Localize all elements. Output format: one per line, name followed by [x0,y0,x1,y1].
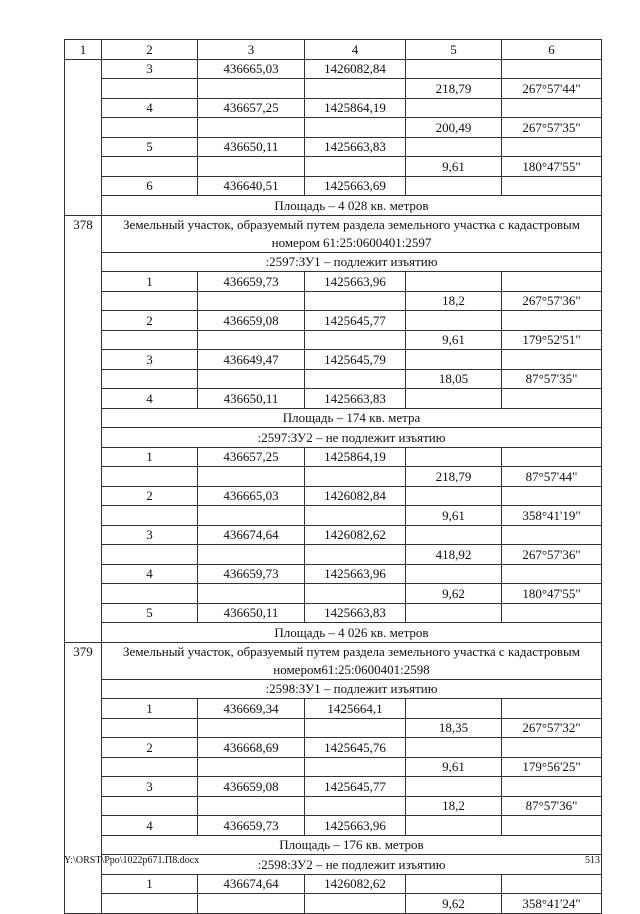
bearing-cell: 358°41'24" [502,894,602,914]
point-number-cell [102,157,198,177]
bearing-cell [502,486,602,506]
bearing-cell [502,699,602,719]
table-row [65,525,602,545]
parcel-label-cell: :2597:ЗУ1 – подлежит изъятию [102,252,602,272]
bearing-cell [502,525,602,545]
y-coordinate-cell: 1425864,19 [305,98,406,118]
point-number-cell [102,330,198,350]
table-row [65,428,602,448]
table-row [65,291,602,311]
x-coordinate-cell [198,118,305,138]
section-number-cell [65,59,102,215]
header-cell: 6 [502,40,602,60]
table-row [65,796,602,816]
table-row [65,330,602,350]
x-coordinate-cell: 436657,25 [198,98,305,118]
footer-page-number: 513 [585,855,600,866]
x-coordinate-cell: 436640,51 [198,176,305,196]
y-coordinate-cell: 1425663,83 [305,137,406,157]
y-coordinate-cell [305,79,406,99]
x-coordinate-cell: 436649,47 [198,350,305,370]
parcel-label-cell: :2598:ЗУ1 – подлежит изъятию [102,679,602,699]
point-number-cell: 2 [102,738,198,758]
header-cell: 3 [198,40,305,60]
bearing-cell: 267°57'32" [502,718,602,738]
table-row [65,738,602,758]
table-row [65,506,602,526]
table-row [65,176,602,196]
x-coordinate-cell: 436669,34 [198,699,305,719]
point-number-cell [102,506,198,526]
table-row [65,59,602,79]
table-row [65,584,602,604]
x-coordinate-cell: 436650,11 [198,603,305,623]
y-coordinate-cell [305,330,406,350]
x-coordinate-cell [198,584,305,604]
x-coordinate-cell [198,330,305,350]
length-cell [406,59,502,79]
bearing-cell [502,350,602,370]
length-cell: 18,35 [406,718,502,738]
x-coordinate-cell: 436650,11 [198,389,305,409]
bearing-cell: 179°52'51" [502,330,602,350]
x-coordinate-cell: 436674,64 [198,874,305,894]
y-coordinate-cell: 1425645,77 [305,311,406,331]
y-coordinate-cell: 1425663,69 [305,176,406,196]
point-number-cell: 4 [102,564,198,584]
y-coordinate-cell [305,894,406,914]
table-row [65,79,602,99]
length-cell: 9,62 [406,894,502,914]
y-coordinate-cell: 1425664,1 [305,699,406,719]
point-number-cell: 1 [102,447,198,467]
table-row [65,408,602,428]
table-row [65,623,602,643]
table-row [65,389,602,409]
x-coordinate-cell [198,79,305,99]
y-coordinate-cell [305,369,406,389]
table-row [65,369,602,389]
table-row [65,447,602,467]
point-number-cell: 6 [102,176,198,196]
header-cell: 1 [65,40,102,60]
y-coordinate-cell [305,545,406,565]
point-number-cell: 3 [102,525,198,545]
x-coordinate-cell [198,757,305,777]
length-cell [406,738,502,758]
bearing-cell: 87°57'36" [502,796,602,816]
point-number-cell: 3 [102,350,198,370]
area-cell: Площадь – 174 кв. метра [102,408,602,428]
table-row [65,350,602,370]
point-number-cell: 1 [102,874,198,894]
length-cell: 9,61 [406,157,502,177]
bearing-cell [502,389,602,409]
x-coordinate-cell: 436674,64 [198,525,305,545]
bearing-cell [502,59,602,79]
point-number-cell [102,545,198,565]
y-coordinate-cell: 1425663,96 [305,816,406,836]
point-number-cell [102,894,198,914]
table-row [65,137,602,157]
x-coordinate-cell [198,369,305,389]
section-description-cell: Земельный участок, образуемый путем раздела земельного участка с кадастровым номером61:25:0600401:2598 [102,642,602,679]
y-coordinate-cell [305,506,406,526]
length-cell: 418,92 [406,545,502,565]
length-cell: 18,2 [406,796,502,816]
table-body [65,40,602,914]
y-coordinate-cell: 1425663,96 [305,272,406,292]
bearing-cell: 267°57'36" [502,545,602,565]
y-coordinate-cell: 1425663,96 [305,564,406,584]
header-cell: 5 [406,40,502,60]
y-coordinate-cell [305,291,406,311]
y-coordinate-cell: 1425645,79 [305,350,406,370]
x-coordinate-cell: 436659,08 [198,311,305,331]
y-coordinate-cell [305,118,406,138]
x-coordinate-cell [198,718,305,738]
bearing-cell [502,738,602,758]
table-row [65,215,602,252]
bearing-cell: 180°47'55" [502,584,602,604]
y-coordinate-cell [305,796,406,816]
table-row [65,252,602,272]
x-coordinate-cell: 436668,69 [198,738,305,758]
table-row [65,196,602,216]
y-coordinate-cell: 1426082,62 [305,525,406,545]
point-number-cell: 1 [102,699,198,719]
point-number-cell: 5 [102,137,198,157]
area-cell: Площадь – 4 026 кв. метров [102,623,602,643]
table-row [65,718,602,738]
length-cell [406,98,502,118]
x-coordinate-cell [198,506,305,526]
table-row [65,272,602,292]
x-coordinate-cell: 436659,08 [198,777,305,797]
table-row [65,894,602,914]
table-row [65,545,602,565]
point-number-cell [102,584,198,604]
point-number-cell [102,369,198,389]
table-row [65,835,602,855]
point-number-cell [102,467,198,487]
y-coordinate-cell: 1425864,19 [305,447,406,467]
length-cell: 9,61 [406,506,502,526]
length-cell [406,272,502,292]
length-cell: 9,62 [406,584,502,604]
length-cell [406,777,502,797]
length-cell [406,486,502,506]
length-cell [406,525,502,545]
y-coordinate-cell [305,584,406,604]
length-cell: 9,61 [406,757,502,777]
point-number-cell [102,79,198,99]
section-number-cell: 378 [65,215,102,642]
header-row [65,40,602,60]
y-coordinate-cell [305,718,406,738]
table-row [65,757,602,777]
x-coordinate-cell: 436657,25 [198,447,305,467]
point-number-cell: 1 [102,272,198,292]
y-coordinate-cell: 1425663,83 [305,603,406,623]
length-cell [406,564,502,584]
bearing-cell: 267°57'44" [502,79,602,99]
table-row [65,467,602,487]
bearing-cell [502,272,602,292]
bearing-cell [502,311,602,331]
y-coordinate-cell [305,467,406,487]
point-number-cell: 5 [102,603,198,623]
bearing-cell: 267°57'36" [502,291,602,311]
length-cell [406,603,502,623]
x-coordinate-cell: 436650,11 [198,137,305,157]
bearing-cell [502,603,602,623]
table-row [65,157,602,177]
length-cell [406,816,502,836]
bearing-cell: 87°57'35" [502,369,602,389]
length-cell [406,874,502,894]
x-coordinate-cell [198,157,305,177]
y-coordinate-cell: 1425645,77 [305,777,406,797]
bearing-cell [502,874,602,894]
point-number-cell: 2 [102,311,198,331]
length-cell [406,699,502,719]
bearing-cell [502,816,602,836]
point-number-cell: 3 [102,59,198,79]
length-cell [406,447,502,467]
table-row [65,118,602,138]
point-number-cell: 2 [102,486,198,506]
table-row [65,679,602,699]
point-number-cell [102,718,198,738]
x-coordinate-cell [198,467,305,487]
section-number-cell: 379 [65,642,102,913]
x-coordinate-cell [198,894,305,914]
length-cell [406,389,502,409]
section-description-cell: Земельный участок, образуемый путем раздела земельного участка с кадастровым номером 61:25:0600401:2597 [102,215,602,252]
x-coordinate-cell: 436665,03 [198,486,305,506]
bearing-cell: 267°57'35" [502,118,602,138]
area-cell: Площадь – 4 028 кв. метров [102,196,602,216]
length-cell: 218,79 [406,79,502,99]
y-coordinate-cell [305,757,406,777]
point-number-cell: 4 [102,98,198,118]
table-row [65,699,602,719]
y-coordinate-cell: 1425663,83 [305,389,406,409]
table-row [65,564,602,584]
bearing-cell [502,176,602,196]
length-cell: 18,05 [406,369,502,389]
point-number-cell [102,118,198,138]
point-number-cell [102,291,198,311]
bearing-cell: 87°57'44" [502,467,602,487]
table-row [65,642,602,679]
x-coordinate-cell [198,545,305,565]
y-coordinate-cell: 1426082,62 [305,874,406,894]
x-coordinate-cell: 436659,73 [198,816,305,836]
point-number-cell: 3 [102,777,198,797]
bearing-cell [502,447,602,467]
footer-file-path: Y:\ORST\Ppo\1022p671.П8.docx [64,855,200,866]
x-coordinate-cell [198,291,305,311]
x-coordinate-cell: 436659,73 [198,564,305,584]
bearing-cell [502,777,602,797]
x-coordinate-cell [198,796,305,816]
bearing-cell [502,564,602,584]
bearing-cell [502,98,602,118]
length-cell: 9,61 [406,330,502,350]
table-row [65,777,602,797]
table-row [65,311,602,331]
length-cell: 18,2 [406,291,502,311]
point-number-cell: 4 [102,816,198,836]
length-cell [406,311,502,331]
table-row [65,98,602,118]
coordinates-table [64,39,602,914]
length-cell [406,137,502,157]
x-coordinate-cell: 436659,73 [198,272,305,292]
parcel-label-cell: :2597:ЗУ2 – не подлежит изъятию [102,428,602,448]
point-number-cell [102,757,198,777]
length-cell [406,176,502,196]
bearing-cell: 180°47'55" [502,157,602,177]
parcel-label-cell: :2598:ЗУ2 – не подлежит изъятию [102,855,602,875]
bearing-cell: 179°56'25" [502,757,602,777]
point-number-cell [102,796,198,816]
bearing-cell [502,137,602,157]
header-cell: 4 [305,40,406,60]
table-row [65,603,602,623]
length-cell: 218,79 [406,467,502,487]
y-coordinate-cell: 1426082,84 [305,486,406,506]
y-coordinate-cell: 1425645,76 [305,738,406,758]
table-row [65,816,602,836]
length-cell [406,350,502,370]
area-cell: Площадь – 176 кв. метров [102,835,602,855]
table-row [65,874,602,894]
bearing-cell: 358°41'19" [502,506,602,526]
header-cell: 2 [102,40,198,60]
point-number-cell: 4 [102,389,198,409]
table-row [65,486,602,506]
y-coordinate-cell: 1426082,84 [305,59,406,79]
x-coordinate-cell: 436665,03 [198,59,305,79]
y-coordinate-cell [305,157,406,177]
length-cell: 200,49 [406,118,502,138]
